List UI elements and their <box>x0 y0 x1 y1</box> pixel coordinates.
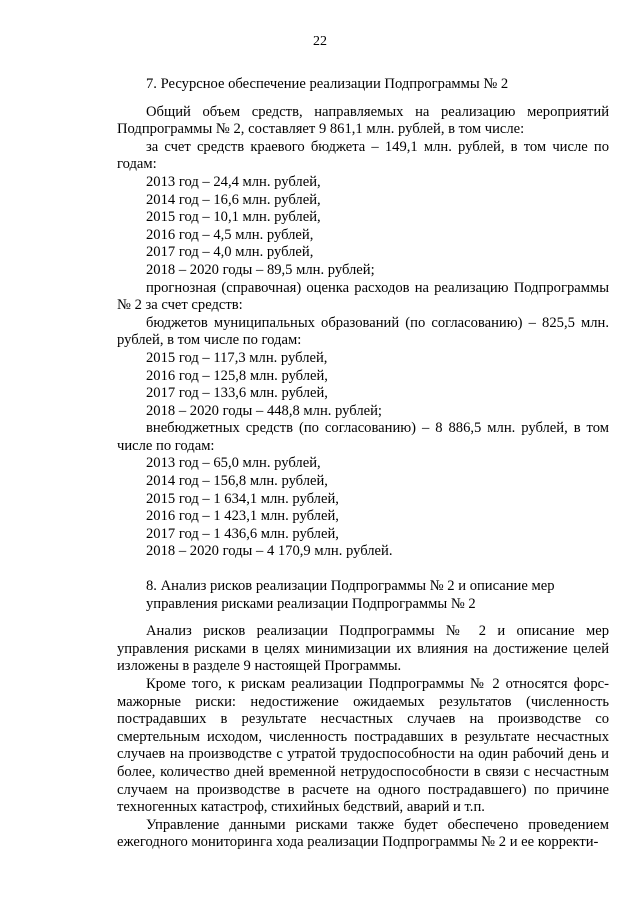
regional-year-item: 2018 – 2020 годы – 89,5 млн. рублей; <box>146 261 375 278</box>
section-8-paragraph: Управление данными рисками также будет обеспечено проведением ежегодного мониторинга хода реализации Подпрограммы № 2 и ее корректи- <box>117 816 609 851</box>
regional-year-item: 2013 год – 24,4 млн. рублей, <box>146 173 321 190</box>
municipal-year-item: 2017 год – 133,6 млн. рублей, <box>146 385 328 402</box>
forecast-intro: прогнозная (справочная) оценка расходов на реализацию Подпрограммы № 2 за счет средств: <box>117 279 609 314</box>
regional-year-item: 2017 год – 4,0 млн. рублей, <box>146 244 314 261</box>
regional-year-item: 2015 год – 10,1 млн. рублей, <box>146 209 321 226</box>
municipal-budget-intro: бюджетов муниципальных образований (по согласованию) – 825,5 млн. рублей, в том числе по годам: <box>117 314 609 349</box>
municipal-year-item: 2016 год – 125,8 млн. рублей, <box>146 367 328 384</box>
extrabudget-year-item: 2016 год – 1 423,1 млн. рублей, <box>146 508 339 525</box>
regional-year-item: 2016 год – 4,5 млн. рублей, <box>146 226 314 243</box>
document-body <box>117 76 609 852</box>
extrabudget-year-item: 2014 год – 156,8 млн. рублей, <box>146 473 328 490</box>
section-8-paragraph: Кроме того, к рискам реализации Подпрограммы № 2 относятся форс-мажорные риски: недостижение ожидаемых результатов (численность пострадавших в результате несчастных случаев на производстве со смертельным исходом, численность пострадавших в результате несчастных случаев на производстве с утратой трудоспособности на один рабочий день и более, количество дней временной нетрудоспособности в связи с несчастным случаем на производстве в расчете на одного пострадавшего) по причине техногенных катастроф, стихийных бедствий, аварий и т.п. <box>117 676 609 816</box>
section-8-heading: 8. Анализ рисков реализации Подпрограммы № 2 и описание мер управления рисками реализации Подпрограммы № 2 <box>146 578 555 612</box>
regional-budget-intro: за счет средств краевого бюджета – 149,1 млн. рублей, в том числе по годам: <box>117 138 609 173</box>
extrabudget-intro: внебюджетных средств (по согласованию) – 8 886,5 млн. рублей, в том числе по годам: <box>117 420 609 454</box>
extrabudget-year-item: 2018 – 2020 годы – 4 170,9 млн. рублей. <box>146 543 393 560</box>
municipal-year-item: 2018 – 2020 годы – 448,8 млн. рублей; <box>146 402 382 419</box>
section-8-paragraph: Анализ рисков реализации Подпрограммы № 2 и описание мер управления рисками в целях минимизации их влияния на достижение целей изложены в разделе 9 настоящей Программы. <box>117 623 609 675</box>
page-number: 22 <box>313 34 327 49</box>
regional-year-item: 2014 год – 16,6 млн. рублей, <box>146 191 321 208</box>
extrabudget-year-item: 2015 год – 1 634,1 млн. рублей, <box>146 490 339 507</box>
extrabudget-year-item: 2017 год – 1 436,6 млн. рублей, <box>146 525 339 542</box>
municipal-year-item: 2015 год – 117,3 млн. рублей, <box>146 349 328 366</box>
extrabudget-year-item: 2013 год – 65,0 млн. рублей, <box>146 455 321 472</box>
section-7-intro: Общий объем средств, направляемых на реализацию мероприятий Подпрограммы № 2, составляет 9 861,1 млн. рублей, в том числе: <box>117 103 609 138</box>
section-7-heading: 7. Ресурсное обеспечение реализации Подпрограммы № 2 <box>146 76 509 92</box>
